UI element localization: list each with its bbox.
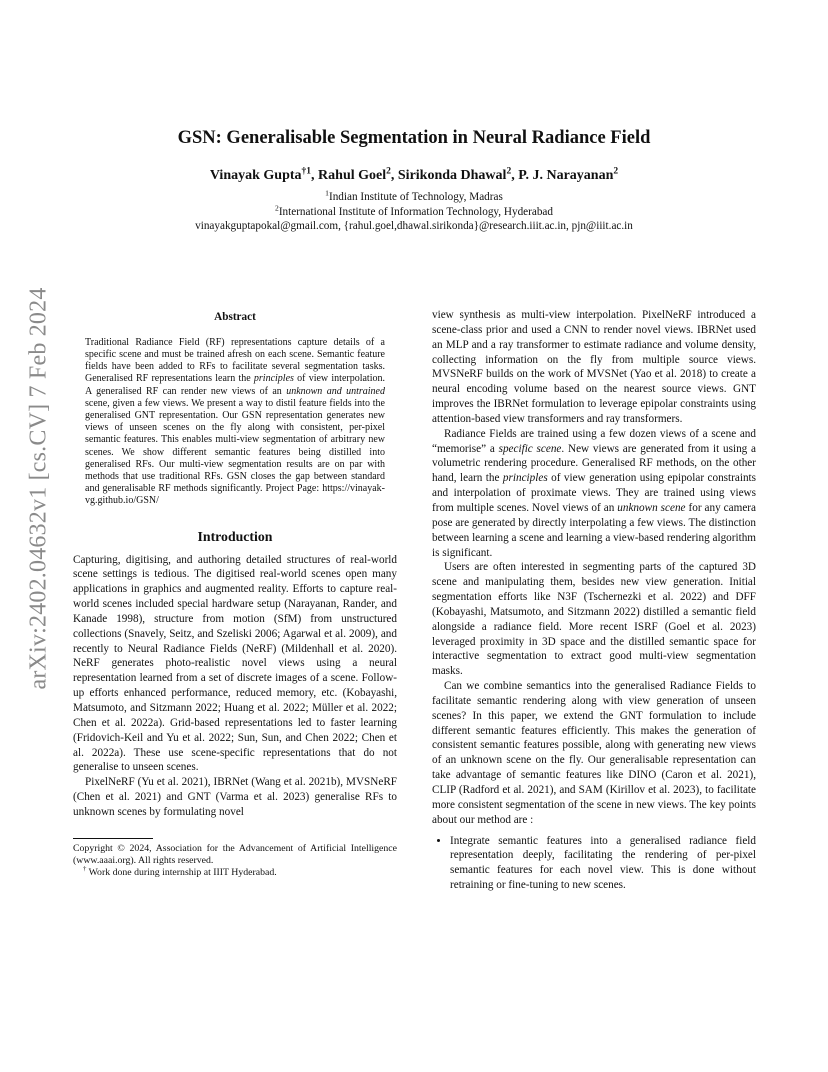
copyright-footnote: Copyright © 2024, Association for the Advancement of Artificial Intelligence (www.aaai.org). All rights reserved. [73, 842, 397, 866]
author-emails: vinayakguptapokal@gmail.com, {rahul.goel,dhawal.sirikonda}@research.iiit.ac.in, pjn@iiit.ac.in [195, 220, 633, 232]
left-column [73, 308, 397, 879]
footnote-divider [73, 838, 153, 839]
internship-footnote: † Work done during internship at IIIT Hyderabad. [83, 865, 277, 878]
intro-paragraph: view synthesis as multi-view interpolation. PixelNeRF introduced a scene-class prior and used a CNN to render novel views. IBRNet used an MLP and a ray transformer to estimate radiance and volume density, collecting information on the fly from multiple source views. MVSNeRF builds on the work of MVSNet (Yao et al. 2018) to create a neural encoding volume based on the nearest source views. GNT improves the IBRNet formulation to leverage epipolar constraints using attention-based view transformers and ray transformers. [432, 309, 756, 425]
right-column [432, 308, 756, 893]
author-name: Vinayak Gupta [209, 168, 302, 183]
intro-paragraph: Radiance Fields are trained using a few dozen views of a scene and “memorise” a specific scene. New views are generated from it using a volumetric rendering procedure. Generalised RF methods, on the other hand, learn the principles of view generation using epipolar constraints and interpolation of proximate views. They are trained using views from multiple scenes. Novel views of an unknown scene for any camera pose are generated by directly interpolating a few views. The distinction between learning a scene and learning a view-based rendering algorithm is significant. [432, 427, 757, 559]
author-name: P. J. Narayanan [518, 168, 614, 183]
introduction-heading: Introduction [197, 528, 273, 544]
affiliation-line: $^1$Indian Institute of Technology, Madras [325, 188, 503, 203]
paper-header [0, 128, 828, 234]
abstract-text: Traditional Radiance Field (RF) representations capture details of a specific scene and must be trained afresh on each scene. Semantic feature fields have been added to RFs to facilitate several segmentation tasks. Generalised RF representations learn the principles of view interpolation. A generalised RF can render new views of an unknown and untrained scene, given a few views. We present a way to distil feature fields into the generalised GNT representation. Our GSN representation generates new views of unseen scenes on the fly along with consistent, per-pixel semantic features. This enables multi-view segmentation of arbitrary new scenes. We show different semantic features being distilled into generalised RFs. Our multi-view segmentation results are on par with methods that use traditional RFs. GSN closes the gap between standard and generalisable RF methods significantly. Project Page: https://vinayak-vg.github.io/GSN/ [85, 336, 385, 507]
author-marker: †1 [301, 166, 312, 177]
author-list: Vinayak Gupta$^{\dagger 1}$, Rahul Goel$^2$, Sirikonda Dhawal$^2$, P. J. Narayanan$^2$ [209, 166, 619, 183]
key-points-list [432, 834, 756, 893]
intro-paragraph: Capturing, digitising, and authoring detailed structures of real-world scene settings is tedious. The digitised real-world scenes open many applications in graphics and augmented reality. Efforts to capture real-world scenes included special hardware setup (Narayanan, Rander, and Kanade 1998), structure from motion (SfM) from unstructured collections (Snavely, Seitz, and Szeliski 2006; Agarwal et al. 2009), and recently to Neural Radiance Fields (NeRF) (Mildenhall et al. 2020). NeRF generates photo-realistic novel views using a neural representation learned from a set of discrete images of a scene. Follow-up efforts enhanced performance, reduced memory, etc. (Kobayashi, Matsumoto, and Sitzmann 2022; Huang et al. 2022; Müller et al. 2022; Chen et al. 2022a). Grid-based representations led to faster learning (Fridovich-Keil and Yu et al. 2022; Sun, Sun, and Chen 2022; Chen et al. 2022a). These use scene-specific representations that do not generalise to unseen scenes. [73, 553, 397, 774]
author-marker: 2 [613, 166, 619, 177]
paper-title: GSN: Generalisable Segmentation in Neural Radiance Field [177, 128, 651, 148]
author-marker: 2 [506, 166, 512, 177]
author-marker: 2 [386, 166, 391, 177]
arxiv-identifier: arXiv:2402.04632v1 [cs.CV] 7 Feb 2024 [25, 286, 52, 690]
affiliations [0, 190, 828, 234]
intro-paragraph: Users are often interested in segmenting parts of the captured 3D scene and manipulating them, besides new view generation. Initial segmentation efforts like N3F (Tschernezki et al. 2022) and DFF (Kobayashi, Matsumoto, and Sitzmann 2022) distilled a semantic field alongside a radiance field. More recent ISRF (Goel et al. 2023) leveraged proximity in 3D space and the distilled semantic space for interactive segmentation to extract good multi-view segmentation masks. [432, 561, 756, 678]
arxiv-watermark [4, 286, 74, 690]
list-item: • Integrate semantic features into a generalised radiance field representation deeply, facilitating the rendering of per-pixel semantic features for each novel view. This is done without retraining or fine-tuning to new scenes. [450, 834, 756, 893]
author-name: Sirikonda Dhawal [397, 168, 507, 183]
abstract-heading: Abstract [214, 311, 256, 323]
affiliation-line: $^2$International Institute of Information Technology, Hyderabad [275, 202, 553, 218]
intro-paragraph: Can we combine semantics into the generalised Radiance Fields to facilitate semantic rendering along with view generation of unseen scenes? In this paper, we extend the GNT formulation to include different semantic features efficiently. This makes the generation of consistent semantic features possible, along with generating new views of an unknown scene on the fly. Our generalisable representation can take advantage of semantic features like DINO (Caron et al. 2021), CLIP (Radford et al. 2021), and SAM (Kirillov et al. 2023), to facilitate more consistent segmentation of the scene in new views. The key points about our method are : [432, 680, 756, 826]
author-name: Rahul Goel [318, 168, 387, 183]
intro-paragraph: PixelNeRF (Yu et al. 2021), IBRNet (Wang et al. 2021b), MVSNeRF (Chen et al. 2021) and GNT (Varma et al. 2023) generalise RFs to unknown scenes by formulating novel [73, 776, 397, 818]
